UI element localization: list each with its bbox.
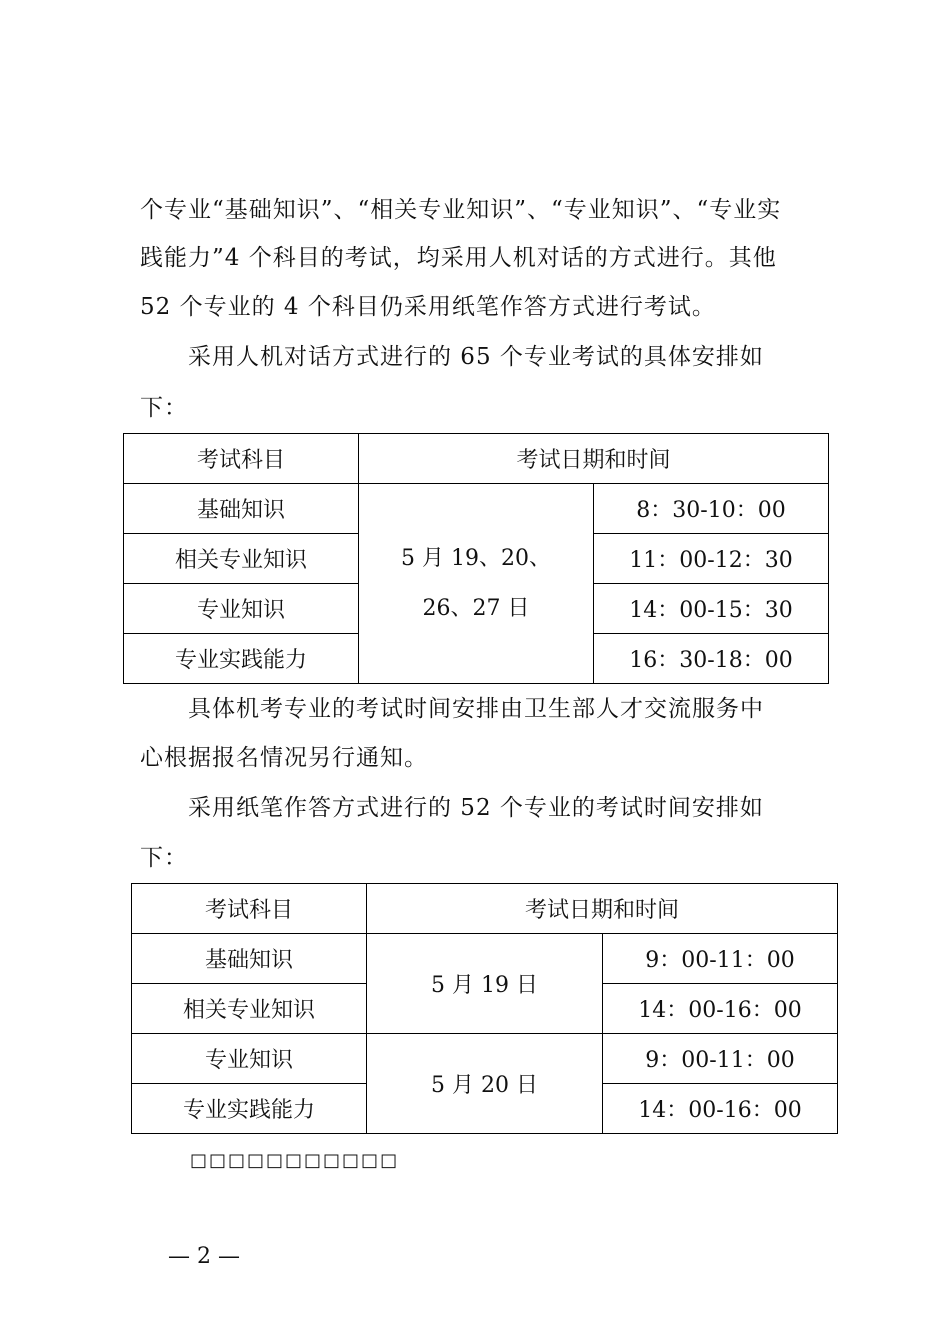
subject-cell: 专业实践能力 <box>132 1084 367 1134</box>
date-line: 5 月 19、20、 <box>401 545 551 571</box>
paragraph-2-line-1: 采用人机对话方式进行的 65 个专业考试的具体安排如 <box>188 344 764 370</box>
subject-cell: 相关专业知识 <box>124 534 359 584</box>
time-cell: 9：00-11：00 <box>603 934 838 984</box>
date-cell <box>359 484 594 684</box>
time-cell: 11：00-12：30 <box>594 534 829 584</box>
paragraph-3-line-1: 具体机考专业的考试时间安排由卫生部人才交流服务中 <box>188 696 764 722</box>
time-cell: 8：30-10：00 <box>594 484 829 534</box>
exam-schedule-table-computer <box>123 433 829 684</box>
table-row <box>132 934 838 984</box>
paragraph-1-line-3: 52 个专业的 4 个科目仍采用纸笔作答方式进行考试。 <box>140 294 716 320</box>
header-subject: 考试科目 <box>132 884 367 934</box>
date-line: 26、27 日 <box>422 595 530 621</box>
date-cell: 5 月 20 日 <box>367 1034 603 1134</box>
paragraph-1-line-2: 践能力”4 个科目的考试，均采用人机对话的方式进行。其他 <box>140 245 777 271</box>
header-subject: 考试科目 <box>124 434 359 484</box>
paragraph-2-line-2: 下： <box>140 395 188 421</box>
paragraph-4-line-2: 下： <box>140 845 188 871</box>
paragraph-1-line-1: 个专业“基础知识”、“相关专业知识”、“专业知识”、“专业实 <box>140 197 782 223</box>
subject-cell: 基础知识 <box>132 934 367 984</box>
table-row <box>132 1034 838 1084</box>
garbled-note: □□□□□□□□□□□ <box>190 1150 400 1171</box>
table-row <box>124 484 829 534</box>
header-datetime: 考试日期和时间 <box>367 884 838 934</box>
table-header-row <box>124 434 829 484</box>
time-cell: 14：00-16：00 <box>603 1084 838 1134</box>
subject-cell: 专业知识 <box>132 1034 367 1084</box>
time-cell: 14：00-15：30 <box>594 584 829 634</box>
time-cell: 9：00-11：00 <box>603 1034 838 1084</box>
page-number: — 2 — <box>168 1244 240 1269</box>
subject-cell: 基础知识 <box>124 484 359 534</box>
paragraph-4-line-1: 采用纸笔作答方式进行的 52 个专业的考试时间安排如 <box>188 795 764 821</box>
time-cell: 16：30-18：00 <box>594 634 829 684</box>
subject-cell: 专业实践能力 <box>124 634 359 684</box>
header-datetime: 考试日期和时间 <box>359 434 829 484</box>
subject-cell: 相关专业知识 <box>132 984 367 1034</box>
time-cell: 14：00-16：00 <box>603 984 838 1034</box>
date-cell: 5 月 19 日 <box>367 934 603 1034</box>
table-header-row <box>132 884 838 934</box>
exam-schedule-table-paper <box>131 883 838 1134</box>
subject-cell: 专业知识 <box>124 584 359 634</box>
paragraph-3-line-2: 心根据报名情况另行通知。 <box>140 745 428 771</box>
